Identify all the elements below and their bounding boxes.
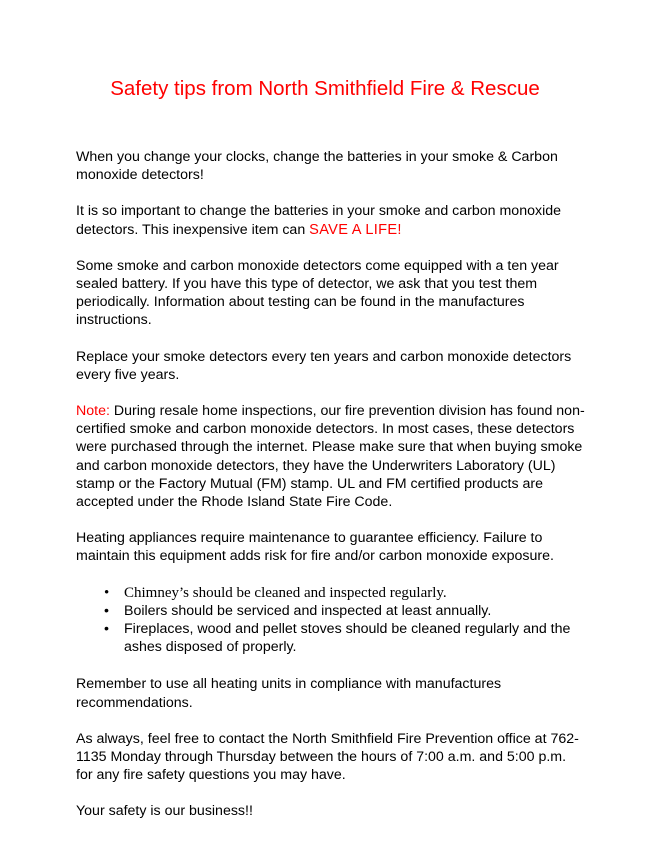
document-body — [76, 148, 586, 839]
page-title: Safety tips from North Smithfield Fire & Rescue — [110, 77, 540, 100]
bullet-icon: • — [104, 621, 109, 638]
list-item — [76, 620, 586, 656]
note-text: During resale home inspections, our fire prevention division has found non-certified smoke and carbon monoxide detectors. In most cases, these detectors were purchased through the internet. Please make sure that when buying smoke and carbon monoxide detectors, they have the Underwriters Laboratory (UL) stamp or the Factory Mutual (FM) stamp. UL and FM certified products are accepted under the Rhode Island State Fire Code. — [76, 403, 585, 511]
save-a-life-emphasis: SAVE A LIFE! — [309, 221, 402, 238]
list-item — [76, 584, 586, 602]
list-item-text: Fireplaces, wood and pellet stoves should be cleaned regularly and the ashes disposed of properly. — [124, 621, 571, 656]
sealed-battery-paragraph: Some smoke and carbon monoxide detectors come equipped with a ten year sealed battery. If you have this type of detector, we ask that you test them periodically. Information about testing can be found in the manufactures instructions. — [76, 257, 559, 329]
bullet-icon: • — [104, 602, 109, 619]
list-item-text: Boilers should be serviced and inspected at least annually. — [124, 602, 492, 619]
bullet-icon: • — [104, 584, 110, 601]
contact-paragraph: As always, feel free to contact the North Smithfield Fire Prevention office at 762-1135 Monday through Thursday between the hours of 7:00 a.m. and 5:00 p.m. for any fire safety questions you may have. — [76, 730, 579, 784]
list-item-text: Chimney’s should be cleaned and inspected regularly. — [124, 584, 447, 601]
note-label: Note: — [76, 403, 110, 420]
battery-importance-paragraph — [76, 202, 586, 238]
compliance-paragraph: Remember to use all heating units in compliance with manufactures recommendations. — [76, 676, 502, 711]
note-paragraph — [76, 402, 586, 511]
replacement-schedule-paragraph: Replace your smoke detectors every ten years and carbon monoxide detectors every five years. — [76, 348, 572, 383]
heating-tips-list — [76, 584, 586, 657]
heating-maintenance-paragraph: Heating appliances require maintenance to guarantee efficiency. Failure to maintain this equipment adds risk for fire and/or carbon monoxide exposure. — [76, 530, 554, 565]
battery-importance-text: It is so important to change the batteries in your smoke and carbon monoxide detectors. This inexpensive item can — [76, 203, 562, 238]
closing-line: Your safety is our business!! — [76, 803, 253, 820]
clock-change-paragraph: When you change your clocks, change the batteries in your smoke & Carbon monoxide detectors! — [76, 149, 558, 184]
list-item — [76, 602, 586, 620]
